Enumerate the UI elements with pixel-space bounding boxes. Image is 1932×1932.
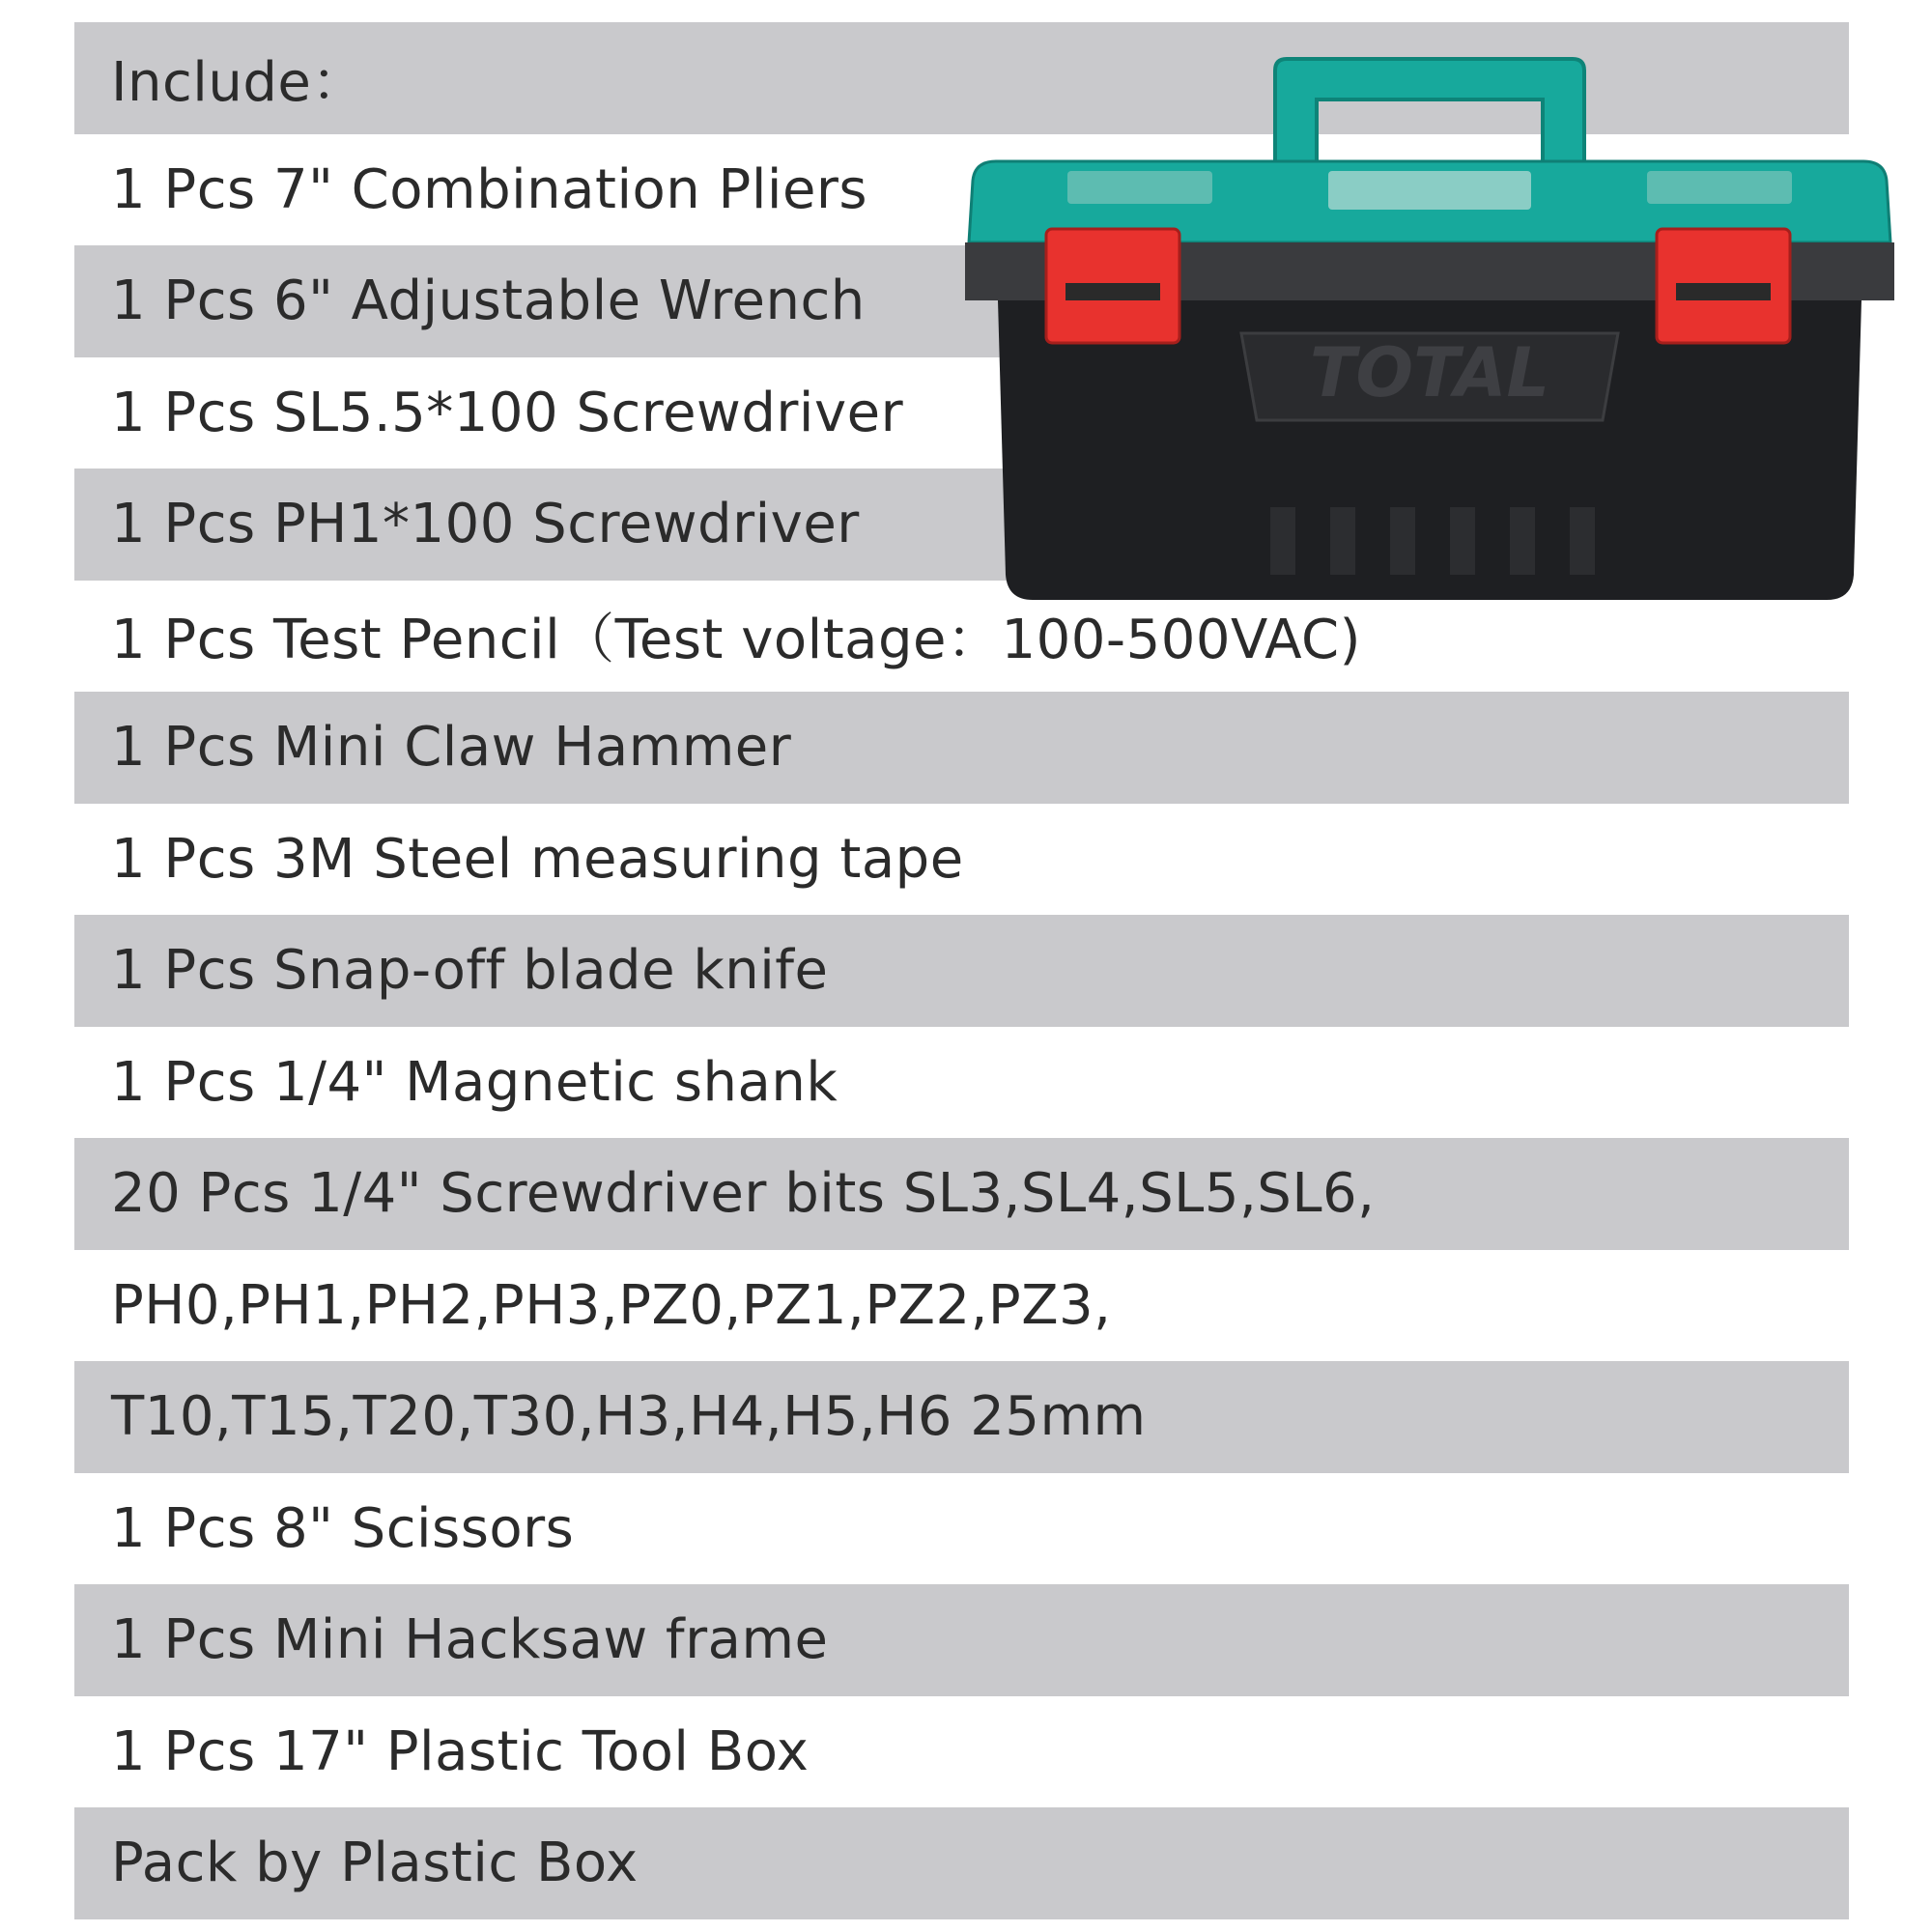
list-item-text: 1 Pcs PH1*100 Screwdriver	[111, 493, 860, 556]
list-item	[74, 1138, 1849, 1250]
list-item-text: 1 Pcs Mini Claw Hammer	[111, 716, 792, 780]
list-item	[74, 1250, 1849, 1362]
list-item	[74, 1584, 1849, 1696]
list-item	[74, 1361, 1849, 1473]
include-header-label: Include：	[111, 50, 366, 114]
list-item-text: 1 Pcs Mini Hacksaw frame	[111, 1608, 829, 1672]
list-item-text: 1 Pcs 3M Steel measuring tape	[111, 827, 964, 891]
list-item-text: 1 Pcs SL5.5*100 Screwdriver	[111, 381, 904, 444]
list-item-text: 1 Pcs Snap-off blade knife	[111, 939, 829, 1003]
list-item-text: 1 Pcs 8" Scissors	[111, 1496, 575, 1560]
list-item	[74, 915, 1849, 1027]
list-item-text: T10,T15,T20,T30,H3,H4,H5,H6 25mm	[111, 1385, 1147, 1449]
list-item-text: 1 Pcs 7" Combination Pliers	[111, 157, 868, 221]
list-item-text: 1 Pcs 1/4" Magnetic shank	[111, 1050, 838, 1114]
list-item	[74, 804, 1849, 916]
toolbox-product-image	[952, 53, 1908, 613]
list-item	[74, 692, 1849, 804]
list-item-text: 1 Pcs 6" Adjustable Wrench	[111, 270, 866, 333]
list-item-text: 1 Pcs 17" Plastic Tool Box	[111, 1719, 810, 1783]
brand-logo: TOTAL	[1309, 333, 1550, 412]
list-item-text: 1 Pcs Test Pencil（Test voltage：100-500VAC)	[111, 609, 1361, 672]
list-item	[74, 1473, 1849, 1585]
list-item-text: PH0,PH1,PH2,PH3,PZ0,PZ1,PZ2,PZ3,	[111, 1273, 1112, 1337]
list-item	[74, 1696, 1849, 1808]
list-item	[74, 1027, 1849, 1139]
list-item-text: Pack by Plastic Box	[111, 1832, 639, 1895]
list-item-text: 20 Pcs 1/4" Screwdriver bits SL3,SL4,SL5,SL6,	[111, 1162, 1376, 1226]
list-item	[74, 1807, 1849, 1919]
